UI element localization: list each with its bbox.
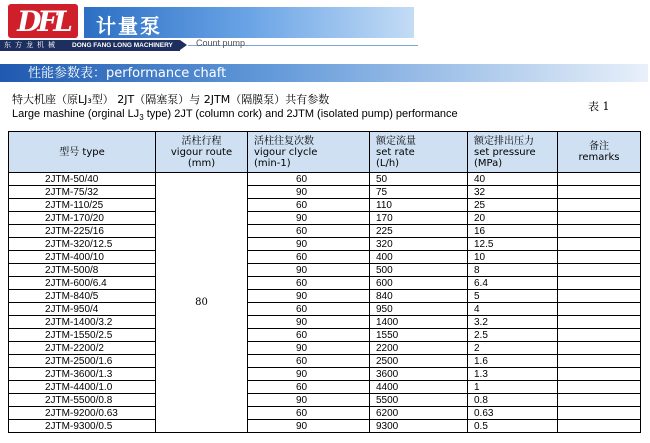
- table-row: [9, 238, 641, 251]
- cell-pressure: 10: [468, 251, 558, 264]
- table-row: [9, 199, 641, 212]
- cell-model: 2JTM-500/8: [9, 264, 156, 277]
- table-header-row: [9, 132, 641, 173]
- cell-pressure: 25: [468, 199, 558, 212]
- table-row: [9, 368, 641, 381]
- cell-pressure: 16: [468, 225, 558, 238]
- cell-cycle: 60: [248, 225, 370, 238]
- col-header-route-unit: (mm): [187, 157, 216, 169]
- cell-model: 2JTM-9300/0.5: [9, 420, 156, 433]
- cell-model: 2JTM-3600/1.3: [9, 368, 156, 381]
- cell-remarks: [558, 342, 641, 355]
- cell-cycle: 60: [248, 173, 370, 186]
- cell-rate: 3600: [370, 368, 468, 381]
- cell-cycle: 60: [248, 303, 370, 316]
- cell-pressure: 2.5: [468, 329, 558, 342]
- cell-rate: 600: [370, 277, 468, 290]
- col-header-cycle-en: vigour clycle: [254, 146, 318, 158]
- cell-remarks: [558, 368, 641, 381]
- performance-table: [8, 131, 641, 433]
- caption-en: [12, 108, 458, 122]
- cell-cycle: 60: [248, 329, 370, 342]
- cell-cycle: 90: [248, 264, 370, 277]
- cell-remarks: [558, 394, 641, 407]
- cell-rate: 170: [370, 212, 468, 225]
- table-row: [9, 316, 641, 329]
- caption-en-post: type) 2JT (column cork) and 2JTM (isolated pump) performance: [143, 108, 458, 120]
- cell-rate: 1550: [370, 329, 468, 342]
- cell-rate: 320: [370, 238, 468, 251]
- col-header-pressure-cn: 额定排出压力: [474, 135, 534, 147]
- table-row: [9, 394, 641, 407]
- cell-model: 2JTM-1550/2.5: [9, 329, 156, 342]
- cell-pressure: 0.63: [468, 407, 558, 420]
- cell-model: 2JTM-600/6.4: [9, 277, 156, 290]
- cell-remarks: [558, 290, 641, 303]
- cell-cycle: 90: [248, 212, 370, 225]
- table-row: [9, 420, 641, 433]
- cell-cycle: 60: [248, 355, 370, 368]
- cell-pressure: 20: [468, 212, 558, 225]
- cell-rate: 2500: [370, 355, 468, 368]
- col-header-cycle-cn: 活柱往复次数: [254, 135, 314, 147]
- col-header-model: [9, 132, 156, 173]
- cell-remarks: [558, 186, 641, 199]
- cell-cycle: 60: [248, 251, 370, 264]
- cell-model: 2JTM-1400/3.2: [9, 316, 156, 329]
- cell-rate: 110: [370, 199, 468, 212]
- cell-model: 2JTM-320/12.5: [9, 238, 156, 251]
- col-header-rate: [370, 132, 468, 173]
- cell-rate: 2200: [370, 342, 468, 355]
- cell-model: 2JTM-400/10: [9, 251, 156, 264]
- col-header-remarks-cn: 备注: [589, 141, 609, 152]
- table-row: [9, 186, 641, 199]
- col-header-rate-cn: 额定流量: [376, 135, 416, 147]
- cell-model: 2JTM-50/40: [9, 173, 156, 186]
- cell-model: 2JTM-2200/2: [9, 342, 156, 355]
- strip-arrow-icon: [180, 40, 187, 50]
- table-row: [9, 342, 641, 355]
- cell-rate: 4400: [370, 381, 468, 394]
- table-row: [9, 225, 641, 238]
- cell-model: 2JTM-5500/0.8: [9, 394, 156, 407]
- cell-remarks: [558, 264, 641, 277]
- table-row: [9, 329, 641, 342]
- table-row: [9, 251, 641, 264]
- cell-cycle: 60: [248, 277, 370, 290]
- cell-remarks: [558, 381, 641, 394]
- cell-pressure: 0.8: [468, 394, 558, 407]
- cell-pressure: 40: [468, 173, 558, 186]
- col-header-pressure: [468, 132, 558, 173]
- company-logo: DFL: [8, 4, 78, 38]
- caption-en-pre: Large mashine (orginal LJ: [12, 108, 140, 120]
- company-name-en: DONG FANG LONG MACHINERY: [72, 42, 173, 49]
- cell-model: 2JTM-75/32: [9, 186, 156, 199]
- cell-model: 2JTM-840/5: [9, 290, 156, 303]
- caption-en-sub: 3: [139, 113, 144, 123]
- cell-cycle: 90: [248, 290, 370, 303]
- cell-rate: 840: [370, 290, 468, 303]
- cell-pressure: 1: [468, 381, 558, 394]
- col-header-route-en: vigour route: [170, 146, 233, 158]
- cell-pressure: 2: [468, 342, 558, 355]
- cell-rate: 1400: [370, 316, 468, 329]
- col-header-rate-unit: (L/h): [376, 157, 400, 169]
- cell-remarks: [558, 420, 641, 433]
- cell-remarks: [558, 199, 641, 212]
- page-title: 计量泵: [96, 14, 162, 38]
- cell-pressure: 5: [468, 290, 558, 303]
- col-header-cycle-unit: (min-1): [254, 157, 291, 169]
- cell-remarks: [558, 329, 641, 342]
- table-row: [9, 355, 641, 368]
- cell-cycle: 60: [248, 381, 370, 394]
- col-header-remarks: [558, 132, 641, 173]
- company-name-cn: 东方龙机械: [4, 41, 59, 49]
- table-row: [9, 303, 641, 316]
- cell-model: 2JTM-9200/0.63: [9, 407, 156, 420]
- cell-rate: 50: [370, 173, 468, 186]
- cell-remarks: [558, 303, 641, 316]
- cell-rate: 225: [370, 225, 468, 238]
- col-header-model-label: 型号 type: [59, 146, 105, 158]
- table-row: [9, 381, 641, 394]
- cell-pressure: 1.6: [468, 355, 558, 368]
- cell-pressure: 4: [468, 303, 558, 316]
- cell-rate: 6200: [370, 407, 468, 420]
- cell-pressure: 8: [468, 264, 558, 277]
- cell-remarks: [558, 173, 641, 186]
- col-header-remarks-en: remarks: [578, 152, 620, 163]
- cell-cycle: 90: [248, 316, 370, 329]
- cell-pressure: 3.2: [468, 316, 558, 329]
- cell-rate: 950: [370, 303, 468, 316]
- caption-cn: 特大机座（原LJ₃型） 2JT（隔塞泵）与 2JTM（隔膜泵）共有参数: [12, 93, 330, 106]
- cell-remarks: [558, 225, 641, 238]
- table-row: [9, 290, 641, 303]
- cell-rate: 500: [370, 264, 468, 277]
- cell-model: 2JTM-2500/1.6: [9, 355, 156, 368]
- section-title: 性能参数表：performance chaft: [28, 66, 227, 81]
- cell-cycle: 90: [248, 368, 370, 381]
- cell-vigour-route: 80: [156, 173, 248, 433]
- page-header: [0, 0, 650, 52]
- table-row: [9, 173, 641, 186]
- col-header-pressure-en: set pressure: [474, 146, 536, 158]
- table-body: [9, 173, 641, 433]
- cell-remarks: [558, 316, 641, 329]
- cell-cycle: 60: [248, 199, 370, 212]
- cell-remarks: [558, 407, 641, 420]
- cell-model: 2JTM-950/4: [9, 303, 156, 316]
- cell-rate: 75: [370, 186, 468, 199]
- table-row: [9, 212, 641, 225]
- cell-pressure: 12.5: [468, 238, 558, 251]
- table-row: [9, 264, 641, 277]
- cell-remarks: [558, 355, 641, 368]
- cell-remarks: [558, 212, 641, 225]
- cell-pressure: 0.5: [468, 420, 558, 433]
- cell-cycle: 90: [248, 420, 370, 433]
- cell-rate: 5500: [370, 394, 468, 407]
- cell-model: 2JTM-170/20: [9, 212, 156, 225]
- cell-rate: 9300: [370, 420, 468, 433]
- col-header-route: [156, 132, 248, 173]
- col-header-rate-en: set rate: [376, 146, 415, 158]
- col-header-pressure-unit: (MPa): [474, 157, 503, 169]
- cell-cycle: 90: [248, 186, 370, 199]
- cell-model: 2JTM-4400/1.0: [9, 381, 156, 394]
- table-row: [9, 277, 641, 290]
- cell-pressure: 32: [468, 186, 558, 199]
- cell-remarks: [558, 238, 641, 251]
- cell-rate: 400: [370, 251, 468, 264]
- table-row: [9, 407, 641, 420]
- cell-cycle: 90: [248, 238, 370, 251]
- cell-pressure: 6.4: [468, 277, 558, 290]
- cell-pressure: 1.3: [468, 368, 558, 381]
- table-number: 表 1: [588, 100, 610, 113]
- cell-cycle: 90: [248, 394, 370, 407]
- cell-model: 2JTM-110/25: [9, 199, 156, 212]
- cell-cycle: 60: [248, 407, 370, 420]
- col-header-cycle: [248, 132, 370, 173]
- cell-remarks: [558, 277, 641, 290]
- section-label: Count pump: [196, 38, 246, 48]
- cell-cycle: 90: [248, 342, 370, 355]
- cell-model: 2JTM-225/16: [9, 225, 156, 238]
- col-header-route-cn: 活柱行程: [181, 135, 222, 147]
- cell-remarks: [558, 251, 641, 264]
